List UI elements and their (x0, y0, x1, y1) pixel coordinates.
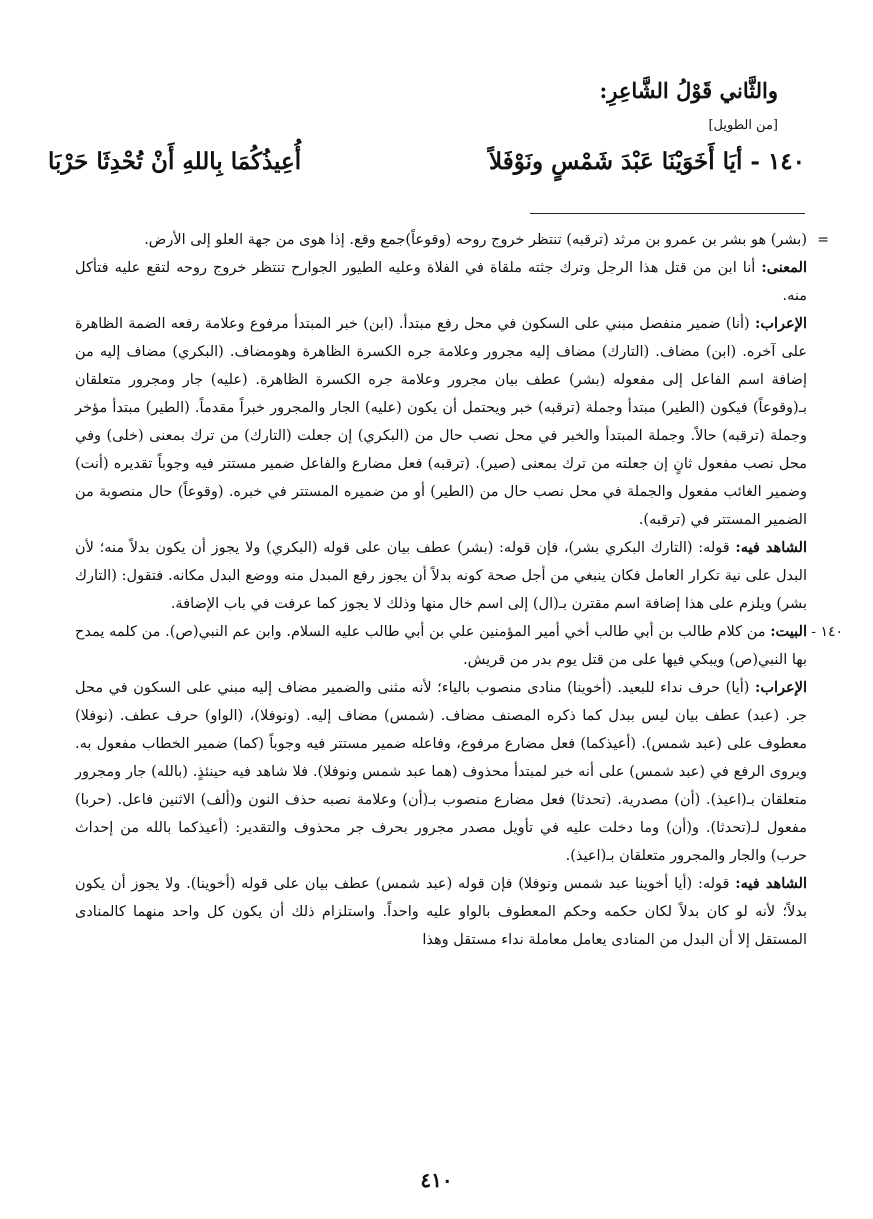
footnote-paragraph-bishr (75, 226, 829, 254)
evidence-label: الشاهد فيه: (735, 539, 807, 556)
footnote-divider (530, 213, 805, 214)
verse-first-hemistich: أيَا أَخَوَيْنَا عَبْدَ شَمْسٍ ونَوْفَلاً (488, 147, 743, 175)
footnote-paragraph-verse-140 (75, 618, 843, 674)
footnote-number: ١٤٠ - (811, 624, 843, 640)
poem-verse (48, 140, 805, 182)
evidence-text: قوله: (التارك البكري بشر)، فإن قوله: (بشر) عطف بيان على قوله (البكري) ولا يجوز أن يكون بدلاً منه؛ لأن البدل على نية تكرار العامل فكان ينبغي من أجل صحة كونه بدلاً أن يجوز رفع المبدل منه ووضع البدل مكانه. فتقول: (التارك بشر) ويلزم على هذا إضافة اسم مقترن بـ(ال) إلى اسم خال منها وذلك لا يجوز كما عرفت في باب الإضافة. (75, 540, 807, 612)
meaning-text: أنا ابن من قتل هذا الرجل وترك جثته ملقاة في الفلاة وعليه الطيور الجوارح تنتظر خروج روحه لتقع عليه فتأكل منه. (75, 260, 807, 304)
footnotes (75, 226, 843, 954)
verse-dash: - (750, 147, 760, 175)
footnote-paragraph-parsing (75, 310, 807, 534)
footnote-paragraph-meaning (75, 254, 807, 310)
parsing-text: (أنا) ضمير منفصل مبني على السكون في محل رفع مبتدأ. (ابن) خبر المبتدأ مرفوع وعلامة رفعه الضمة الظاهرة على آخره. (ابن) مضاف. (التارك) مضاف إليه مجرور وعلامة جره الكسرة الظاهرة وهومضاف. (البكري) مضاف إليه من إضافة اسم الفاعل إلى مفعوله (بشر) عطف بيان مجرور وعلامة جره الكسرة الظاهرة. (عليه) جار ومجرور متعلقان بـ(وقوعاً) فيكون (الطير) مبتدأ وجملة (ترقبه) خبر ويحتمل أن يكون (عليه) الجار والمجرور خبراً مقدماً. (الطير) مبتدأ مؤخر وجملة (ترقبه) حالاً. وجملة المبتدأ والخبر في محل نصب حال من (البكري) إن جعلت (التارك) من ترك بمعنى (خلى) وفي محل نصب مفعول ثانٍ إن جعلته من ترك بمعنى (صير). (ترقبه) فعل مضارع والفاعل ضمير مستتر فيه وجوباً تقديره (أنت) وضمير الغائب مفعول والجملة في محل نصب حال من (الطير) أو من ضميره المستتر في خبره. (وقوعاً) حال منصوبة من الضمير المستتر في (ترقبه). (75, 316, 807, 528)
page-number: ٤١٠ (420, 1168, 453, 1192)
meaning-label: المعنى: (761, 259, 807, 276)
parsing-label: الإعراب: (755, 315, 807, 332)
evidence-text-2: قوله: (أيا أخوينا عبد شمس ونوفلا) فإن قوله (عبد شمس) عطف بيان على قوله (أخوينا). ولا يجوز أن يكون بدلاً؛ لأنه لو كان بدلاً لكان حكمه وحكم المعطوف بالواو عليه واحداً. واستلزام ذلك أن يكون كل واحد منهما كالمنادى المستقل إلا أن البدل من المنادى يعامل معاملة نداء مستقل وهذا (75, 876, 807, 948)
footnote-text: (بشر) هو بشر بن عمرو بن مرثد (ترقبه) تنتظر خروج روحه (وقوعاً)جمع وقع. إذا هوى من جهة العلو إلى الأرض. (144, 232, 807, 248)
verse-number: ١٤٠ (767, 147, 805, 175)
footnote-paragraph-evidence-2 (75, 870, 807, 954)
meter-tag: [من الطويل] (708, 118, 778, 133)
evidence-label-2: الشاهد فيه: (735, 875, 807, 892)
footnote-paragraph-evidence (75, 534, 807, 618)
verse-second-hemistich: أُعِيذُكُمَا بِاللهِ أَنْ تُحْدِثَا حَرْبَا (48, 147, 302, 175)
parsing-label-2: الإعراب: (755, 679, 807, 696)
verse-source-text: من كلام طالب بن أبي طالب أخي أمير المؤمنين علي بن أبي طالب عليه السلام. وابن عم النبي(ص). من كلمه يمدح بها النبي(ص) ويبكي فيها على من قتل يوم بدر من قريش. (75, 624, 807, 668)
continuation-marker: = (817, 232, 829, 248)
parsing-text-2: (أيا) حرف نداء للبعيد. (أخوينا) منادى منصوب بالياء؛ لأنه مثنى والضمير مضاف إليه مبني على السكون في محل جر. (عبد) عطف بيان ليس ببدل كما ذكره المصنف مضاف. (شمس) مضاف إليه. (ونوفلا)، (الواو) حرف عطف. (نوفلا) معطوف على (عبد شمس). (أعيذكما) فعل مضارع مرفوع، وفاعله ضمير مستتر فيه وجوباً (كما) ضمير الخطاب مفعول به. ويروى الرفع في (عبد شمس) على أنه خبر لمبتدأ محذوف (هما عبد شمس ونوفلا). فلا شاهد فيه حينئذٍ. (بالله) جار ومجرور متعلقان بـ(اعيذ). (أن) مصدرية. (تحدثا) فعل مضارع منصوب بـ(أن) وعلامة نصبه حذف النون و(ألف) الاثنين فاعل. (حربا) مفعول لـ(تحدثا). و(أن) وما دخلت عليه في تأويل مصدر مجرور بحرف جر محذوف والتقدير: (أعيذكما بالله من إحداث حرب) والجار والمجرور متعلقان بـ(اعيذ). (75, 680, 807, 864)
section-heading: والثَّاني قَوْلُ الشَّاعِرِ: (599, 78, 778, 103)
verse-label: البيت: (770, 623, 807, 640)
footnote-paragraph-parsing-2 (75, 674, 807, 870)
